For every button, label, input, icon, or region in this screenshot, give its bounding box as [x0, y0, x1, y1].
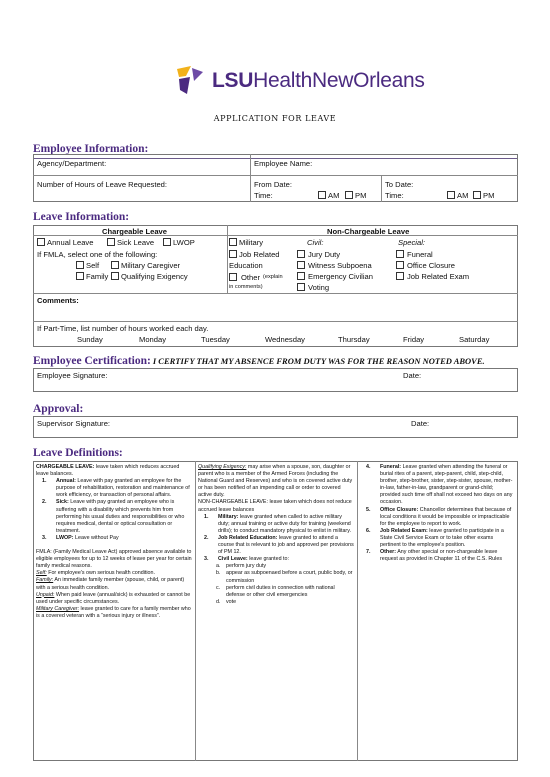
table-divider [33, 321, 518, 322]
from-date-label: From Date: [254, 180, 292, 189]
other-label: Other [241, 273, 260, 282]
voting-checkbox[interactable] [297, 283, 305, 291]
definition-text: Self: For employee's own serious health condition. [36, 570, 155, 577]
to-date-label: To Date: [385, 180, 414, 189]
day-label: Tuesday [201, 335, 230, 344]
to-pm-checkbox[interactable] [473, 191, 481, 199]
definitions-heading: Leave Definitions: [33, 447, 123, 459]
annual-leave-checkbox[interactable] [37, 238, 45, 246]
from-pm-checkbox[interactable] [345, 191, 353, 199]
definition-subitem: d. vote [216, 598, 237, 605]
funeral-label: Funeral [407, 250, 433, 259]
day-label: Monday [139, 335, 167, 344]
job-related-label: Job Related [239, 250, 280, 259]
funeral-checkbox[interactable] [396, 250, 404, 258]
job-related-exam-label: Job Related Exam [407, 272, 470, 281]
lwop-checkbox[interactable] [163, 238, 171, 246]
day-label: Thursday [338, 335, 370, 344]
employee-info-heading: Employee Information: [33, 143, 149, 155]
witness-subpoena-checkbox[interactable] [297, 261, 305, 269]
definition-item: 5. Office Closure: Chancellor determines that because of local conditions it would be impossible or impracticable for the employee to report to work. [366, 506, 512, 527]
fmla-family-checkbox[interactable] [76, 272, 84, 280]
definitions-column-2 [198, 464, 354, 606]
definition-item: 1. Annual: Leave with pay granted an employee for the purpose of rehabilitation, restoration and maintenance of work efficiency, or transaction of personal affairs. [42, 478, 190, 499]
supervisor-signature-label: Supervisor Signature: [37, 419, 111, 428]
qualifying-exigency-label: Qualifying Exigency [121, 272, 188, 281]
definitions-column-3 [360, 464, 515, 563]
comments-label: Comments: [37, 296, 79, 305]
definition-text: NON-CHARGEABLE LEAVE: leave taken which does not reduce accrued leave balances [198, 499, 352, 513]
definition-text: FMLA: (Family Medical Leave Act) approved absence available to eligible employees for up to 12 weeks of leave per year for certain family medical reasons. [36, 549, 192, 570]
voting-label: Voting [308, 283, 330, 292]
supervisor-date-label: Date: [411, 419, 430, 428]
definition-text: Qualifying Exigency: may arise when a spouse, son, daughter or parent who is a member of the Armed Forces (including the National Guard and Reserves) and who is on covered active duty or has been notified of an impending call or order to covered active duty. [198, 464, 353, 499]
day-label: Saturday [459, 335, 490, 344]
certification-heading: Employee Certification: I CERTIFY THAT MY ABSENCE FROM DUTY WAS FOR THE REASON NOTED ABOVE. [33, 355, 485, 367]
approval-heading: Approval: [33, 403, 84, 415]
fmla-prompt: If FMLA, select one of the following: [37, 250, 158, 259]
definition-text: Military Caregiver: leave granted to care for a family member who is a covered veteran with a “serious injury or illness”. [36, 605, 191, 619]
sick-leave-checkbox[interactable] [107, 238, 115, 246]
definition-item: 4. Funeral: Leave granted when attending the funeral or burial rites of a parent, step-parent, child, step-child, brother, step-brother, sister, step-sister, spouse, mother-in-law, father-in-law, grandparent or grand-child; provided such time off shall not exceed two days on any occasion. [366, 464, 513, 506]
jury-duty-checkbox[interactable] [297, 250, 305, 258]
fmla-self-checkbox[interactable] [76, 261, 84, 269]
definition-item: 7. Other: Any other special or non-chargeable leave request as provided in Chapter 11 of the C.S. Rules [366, 549, 502, 563]
employee-date-label: Date: [403, 371, 422, 380]
day-label: Sunday [77, 335, 103, 344]
definition-item: 3. Civil Leave: leave granted to: [204, 556, 289, 563]
other-explain-note: (explain [263, 274, 283, 280]
from-am-label: AM [328, 191, 340, 200]
lsu-health-logo-icon [174, 64, 206, 96]
from-time-label: Time: [254, 191, 273, 200]
office-closure-checkbox[interactable] [396, 261, 404, 269]
other-checkbox[interactable] [229, 273, 237, 281]
definition-item: 3. LWOP: Leave without Pay [42, 534, 119, 541]
fmla-family-label: Family [86, 272, 109, 281]
sick-leave-label: Sick Leave [117, 238, 155, 247]
from-pm-label: PM [355, 191, 367, 200]
logo-wordmark: LSUHealthNewOrleans [212, 69, 425, 92]
agency-department-label: Agency/Department: [37, 159, 107, 168]
civil-heading: Civil: [307, 238, 324, 247]
definition-subitem: b. appear as subpoenaed before a court, public body, or commission [216, 570, 353, 584]
to-am-label: AM [457, 191, 469, 200]
witness-subpoena-label: Witness Subpoena [308, 261, 372, 270]
definition-item: 1. Military: leave granted when called to active military duty; annual training or active duty for training (weekend drills); to conduct mandatory physical to enlist in military. [204, 513, 351, 534]
emergency-civilian-label: Emergency Civilian [308, 272, 373, 281]
table-divider [250, 154, 251, 202]
military-checkbox[interactable] [229, 238, 237, 246]
employee-name-label: Employee Name: [254, 159, 313, 168]
definition-subitem: c. perform civil duties in connection with national defense or other civil emergencies [216, 584, 335, 598]
military-caregiver-checkbox[interactable] [111, 261, 119, 269]
table-divider [195, 461, 196, 761]
military-caregiver-label: Military Caregiver [121, 261, 181, 270]
day-label: Wednesday [265, 335, 305, 344]
lwop-label: LWOP [173, 238, 195, 247]
table-divider [33, 175, 518, 176]
table-divider [357, 461, 358, 761]
non-chargeable-leave-heading: Non-Chargeable Leave [327, 227, 410, 236]
certification-statement: I CERTIFY THAT MY ABSENCE FROM DUTY WAS FOR THE REASON NOTED ABOVE. [152, 356, 485, 366]
table-divider [33, 293, 518, 294]
leave-info-heading: Leave Information: [33, 211, 130, 223]
definition-text: Family: An immediate family member (spouse, child, or parent) with a serious health condition. [36, 577, 185, 591]
annual-leave-label: Annual Leave [47, 238, 94, 247]
definition-item: 2. Sick: Leave with pay granted an employee who is suffering with a disability which prevents him from performing his usual duties and responsibilities or who requires medical, dental or optical consultation or treatment. [42, 499, 185, 534]
education-label: Education [229, 261, 263, 270]
definitions-column-1 [36, 464, 192, 620]
to-am-checkbox[interactable] [447, 191, 455, 199]
day-label: Friday [403, 335, 425, 344]
definition-text: Unpaid: When paid leave (annual/sick) is exhausted or cannot be used under specific circumstances. [36, 591, 191, 605]
to-pm-label: PM [483, 191, 495, 200]
table-divider [381, 175, 382, 202]
employee-signature-label: Employee Signature: [37, 371, 108, 380]
emergency-civilian-checkbox[interactable] [297, 272, 305, 280]
from-am-checkbox[interactable] [318, 191, 326, 199]
job-related-education-checkbox[interactable] [229, 250, 237, 258]
part-time-prompt: If Part-Time, list number of hours worked each day. [37, 324, 209, 333]
chargeable-leave-heading: Chargeable Leave [102, 227, 167, 236]
office-closure-label: Office Closure [407, 261, 455, 270]
to-time-label: Time: [385, 191, 404, 200]
definition-text: CHARGEABLE LEAVE: leave taken which reduces accrued leave balances. [36, 464, 180, 478]
definition-item: 6. Job Related Exam: leave granted to participate in a State Civil Service Exam or to take other exams pertinent to the employee's position. [366, 527, 504, 549]
document-title: APPLICATION FOR LEAVE [213, 114, 337, 123]
other-explain-note: in comments) [229, 284, 263, 290]
definition-subitem: a. perform jury duty [216, 563, 267, 570]
special-heading: Special: [398, 238, 426, 247]
definition-item: 2. Job Related Education: leave granted to attend a course that is relevant to job and approved per provisions of PM 12. [204, 534, 354, 556]
fmla-self-label: Self [86, 261, 100, 270]
job-related-exam-checkbox[interactable] [396, 272, 404, 280]
military-label: Military [239, 238, 264, 247]
hours-requested-label: Number of Hours of Leave Requested: [37, 180, 168, 189]
jury-duty-label: Jury Duty [308, 250, 341, 259]
qualifying-exigency-checkbox[interactable] [111, 272, 119, 280]
